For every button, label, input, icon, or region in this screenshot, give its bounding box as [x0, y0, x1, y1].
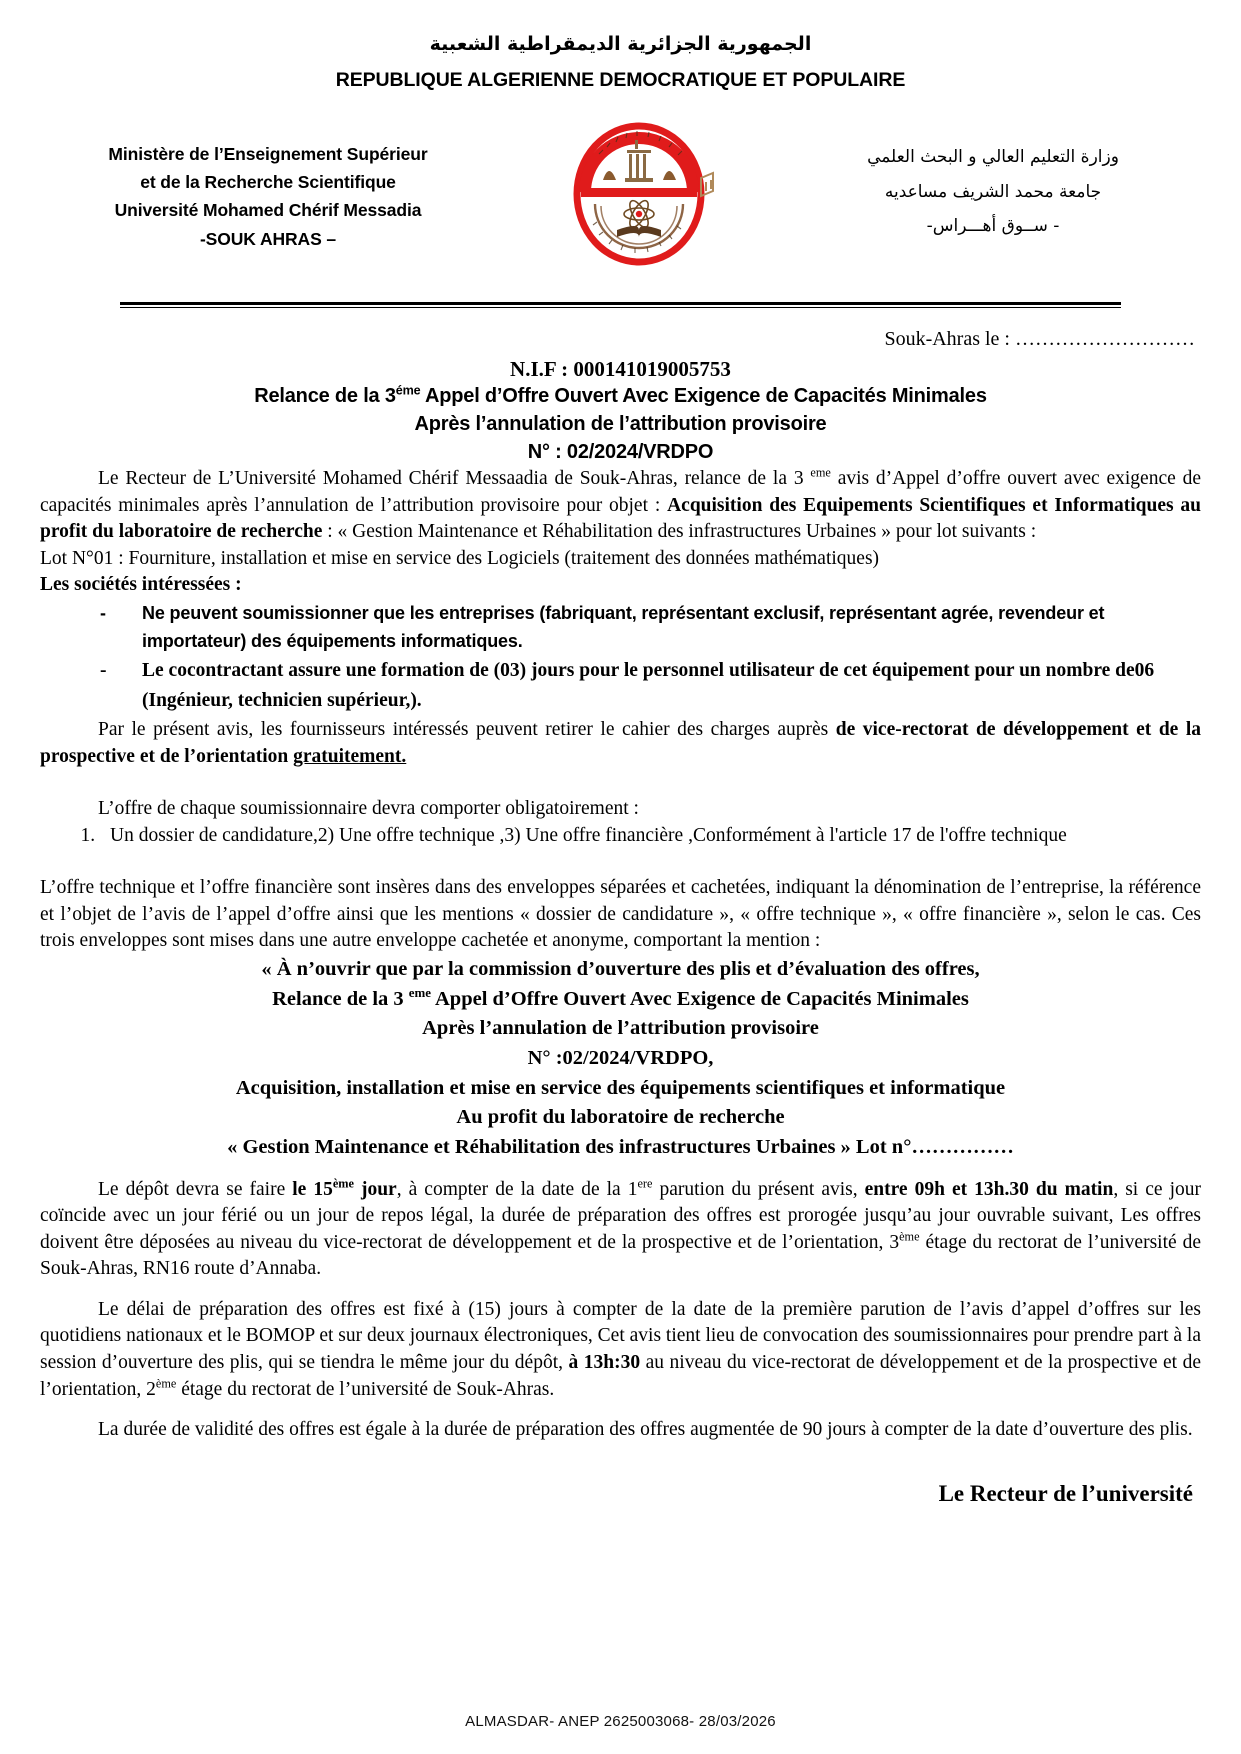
condition-item-2-text: Le cocontractant assure une formation de (03) jours pour le personnel utilisateur de cet équipement pour un nombre de06 (Ingénieur, technicien supérieur,).: [142, 659, 1155, 712]
lot-line: Lot N°01 : Fourniture, installation et mise en service des Logiciels (traitement des données mathématiques): [40, 547, 880, 569]
mention-line-1: « À n’ouvrir que par la commission d’ouverture des plis et d’évaluation des offres,: [261, 957, 980, 980]
arabic-republic-heading: الجمهورية الجزائرية الديمقراطية الشعبية: [429, 33, 812, 55]
paragraph-intro: [40, 466, 1201, 546]
conditions-list: [40, 599, 1201, 717]
depot-part-5: étage du rectorat de l’université de Souk-Ahras, RN16 route d’Annaba.: [40, 1231, 1201, 1280]
dash-marker: -: [100, 602, 106, 623]
notice-title-1-prefix: Relance de la 3: [254, 385, 396, 408]
delai-floor-ordinal: ème: [155, 1376, 177, 1390]
city-label-arabic: - ســوق أهـــراس-: [926, 216, 1060, 237]
notice-title-block: [40, 383, 1201, 466]
depot-first-ordinal: ere: [637, 1176, 653, 1191]
city-label-french: -SOUK AHRAS –: [199, 228, 337, 249]
footer-reference: ALMASDAR- ANEP 2625003068- 28/03/2026: [465, 1713, 776, 1730]
intro-part-3: : « Gestion Maintenance et Réhabilitation des infrastructures Urbaines » pour lot suivants :: [322, 521, 1037, 543]
depot-part-4: , si ce jour coïncide avec un jour férié ou un jour de repos légal, la durée de préparation des offres est prorogée jusqu’au jour ouvrable suivant, Les offres doivent être déposées au niveau du vice-rectorat de développement et de la prospective et de l’orientation, 3: [40, 1178, 1201, 1253]
depot-hours-bold: entre 09h et 13h.30 du matin: [864, 1178, 1114, 1200]
ministry-block-arabic: [803, 114, 1183, 245]
mention-line-6: Au profit du laboratoire de recherche: [456, 1106, 785, 1129]
notice-reference-number: N° : 02/2024/VRDPO: [527, 440, 714, 463]
paragraph-envelopes: L’offre technique et l’offre financière sont insères dans des enveloppes séparées et cachetées, indiquant la dénomination de l’entreprise, la référence et l’objet de l’avis de l’appel d’offre ainsi que les mentions « dossier de candidature », « offre technique », « offre financière », selon le cas. Ces trois enveloppes sont mises dans une autre enveloppe cachetée et anonyme, comportant la mention :: [40, 877, 1201, 952]
university-seal-logo: [546, 114, 736, 268]
notice-title-1-suffix: Appel d’Offre Ouvert Avec Exigence de Capacités Minimales: [420, 385, 987, 408]
nif-line: N.I.F : 000141019005753: [510, 356, 731, 381]
envelope-mention-block: [40, 955, 1201, 1163]
ministry-line-arabic: وزارة التعليم العالي و البحث العلمي: [867, 146, 1119, 167]
interested-companies-label: Les sociétés intéressées :: [40, 574, 242, 596]
ministry-line-2: et de la Recherche Scientifique: [140, 172, 396, 193]
intro-object-bold: Acquisition des Equipements Scientifiques et Informatiques au profit du laboratoire de recherche: [40, 494, 1201, 543]
depot-day-bold: le 15: [292, 1178, 333, 1200]
condition-item-1-text: Ne peuvent soumissionner que les entreprises (fabriquant, représentant exclusif, représentant agrée, revendeur et importateur) des équipements informatiques.: [142, 602, 1105, 652]
university-name-french: Université Mohamed Chérif Messadia: [114, 200, 422, 221]
depot-part-2: , à compter de la date de la 1: [396, 1178, 638, 1200]
document-header: [40, 32, 1201, 268]
intro-part-1: Le Recteur de L’Université Mohamed Chérif Messaadia de Souk-Ahras, relance de la 3: [98, 468, 811, 490]
depot-day-word: jour: [353, 1178, 397, 1200]
paragraph-validite: La durée de validité des offres est égale à la durée de préparation des offres augmentée de 90 jours à compter de la date d’ouverture des plis.: [98, 1419, 1193, 1441]
university-name-arabic: جامعة محمد الشريف مساعديه: [884, 181, 1102, 202]
paragraph-depot: [40, 1177, 1201, 1283]
signature-rector: Le Recteur de l’université: [938, 1480, 1193, 1506]
paragraph-retrait-cahier: [40, 717, 1201, 770]
delai-part-3: étage du rectorat de l’université de Souk-Ahras.: [176, 1378, 555, 1400]
condition-item-2: [96, 656, 1201, 718]
mention-2-suffix: Appel d’Offre Ouvert Avec Exigence de Capacités Minimales: [431, 987, 969, 1010]
header-columns: [40, 114, 1201, 268]
delai-part-2: au niveau du vice-rectorat de développement et de la prospective et de l’orientation, 2: [40, 1351, 1201, 1400]
delai-part-1: Le délai de préparation des offres est fixé à (15) jours à compter de la date de la première parution de l’avis d’appel d’offres sur les quotidiens nationaux et le BOMOP et sur deux journaux électroniques, Cet avis tient lieu de convocation des soumissionnaires pour prendre part à la session d’ouverture des plis, qui se tiendra le même jour du dépôt,: [40, 1298, 1201, 1373]
depot-part-3: parution du présent avis,: [652, 1178, 865, 1200]
condition-item-1: [96, 599, 1201, 656]
french-republic-heading: REPUBLIQUE ALGERIENNE DEMOCRATIQUE ET POPULAIRE: [335, 68, 906, 91]
paragraph-delai: [40, 1297, 1201, 1403]
intro-ordinal: eme: [810, 465, 831, 480]
retrait-vice-rectorat-bold: de vice-rectorat de développement et de la prospective et de l’orientation: [40, 719, 1201, 767]
delai-hour-bold: à 13h:30: [568, 1351, 641, 1373]
offer-requirement-item: 1. Un dossier de candidature,2) Une offre technique ,3) Une offre financière ,Conformément à l'article 17 de l'offre technique: [100, 823, 1201, 850]
header-divider: [40, 302, 1201, 308]
ministry-line-1: Ministère de l’Enseignement Supérieur: [108, 143, 428, 164]
retrait-part-1: Par le présent avis, les fournisseurs intéressés peuvent retirer le cahier des charges auprès: [98, 719, 836, 741]
mention-2-ordinal: eme: [408, 984, 431, 1000]
mention-line-7: « Gestion Maintenance et Réhabilitation des infrastructures Urbaines » Lot n°……………: [227, 1136, 1014, 1159]
notice-title-line-1: [40, 383, 1201, 411]
mention-line-3: Après l’annulation de l’attribution provisoire: [422, 1017, 819, 1040]
notice-title-1-ordinal: éme: [395, 383, 421, 398]
ministry-block-french: [58, 114, 478, 253]
notice-title-line-2: Après l’annulation de l’attribution provisoire: [414, 413, 827, 436]
mention-line-4: N° :02/2024/VRDPO,: [527, 1047, 714, 1070]
intro-part-2: avis d’Appel d’offre ouvert avec exigence de capacités minimales après l’annulation de l’attribution provisoire pour objet :: [40, 468, 1202, 516]
mention-2-prefix: Relance de la 3: [272, 987, 409, 1010]
depot-floor-ordinal: ème: [899, 1229, 920, 1244]
mention-line-5: Acquisition, installation et mise en service des équipements scientifiques et informatique: [235, 1076, 1006, 1099]
offer-requirements-intro: L’offre de chaque soumissionnaire devra comporter obligatoirement :: [98, 798, 639, 820]
document-body: [40, 326, 1201, 1509]
depot-day-ordinal: ème: [332, 1176, 354, 1191]
offer-requirements-list: [40, 823, 1201, 850]
dash-marker: -: [100, 659, 107, 681]
mention-line-2: [40, 985, 1201, 1015]
depot-part-1: Le dépôt devra se faire: [98, 1178, 293, 1200]
retrait-gratuitement-underlined: gratuitement.: [293, 745, 407, 767]
date-line: Souk-Ahras le : ………………………: [884, 327, 1195, 350]
